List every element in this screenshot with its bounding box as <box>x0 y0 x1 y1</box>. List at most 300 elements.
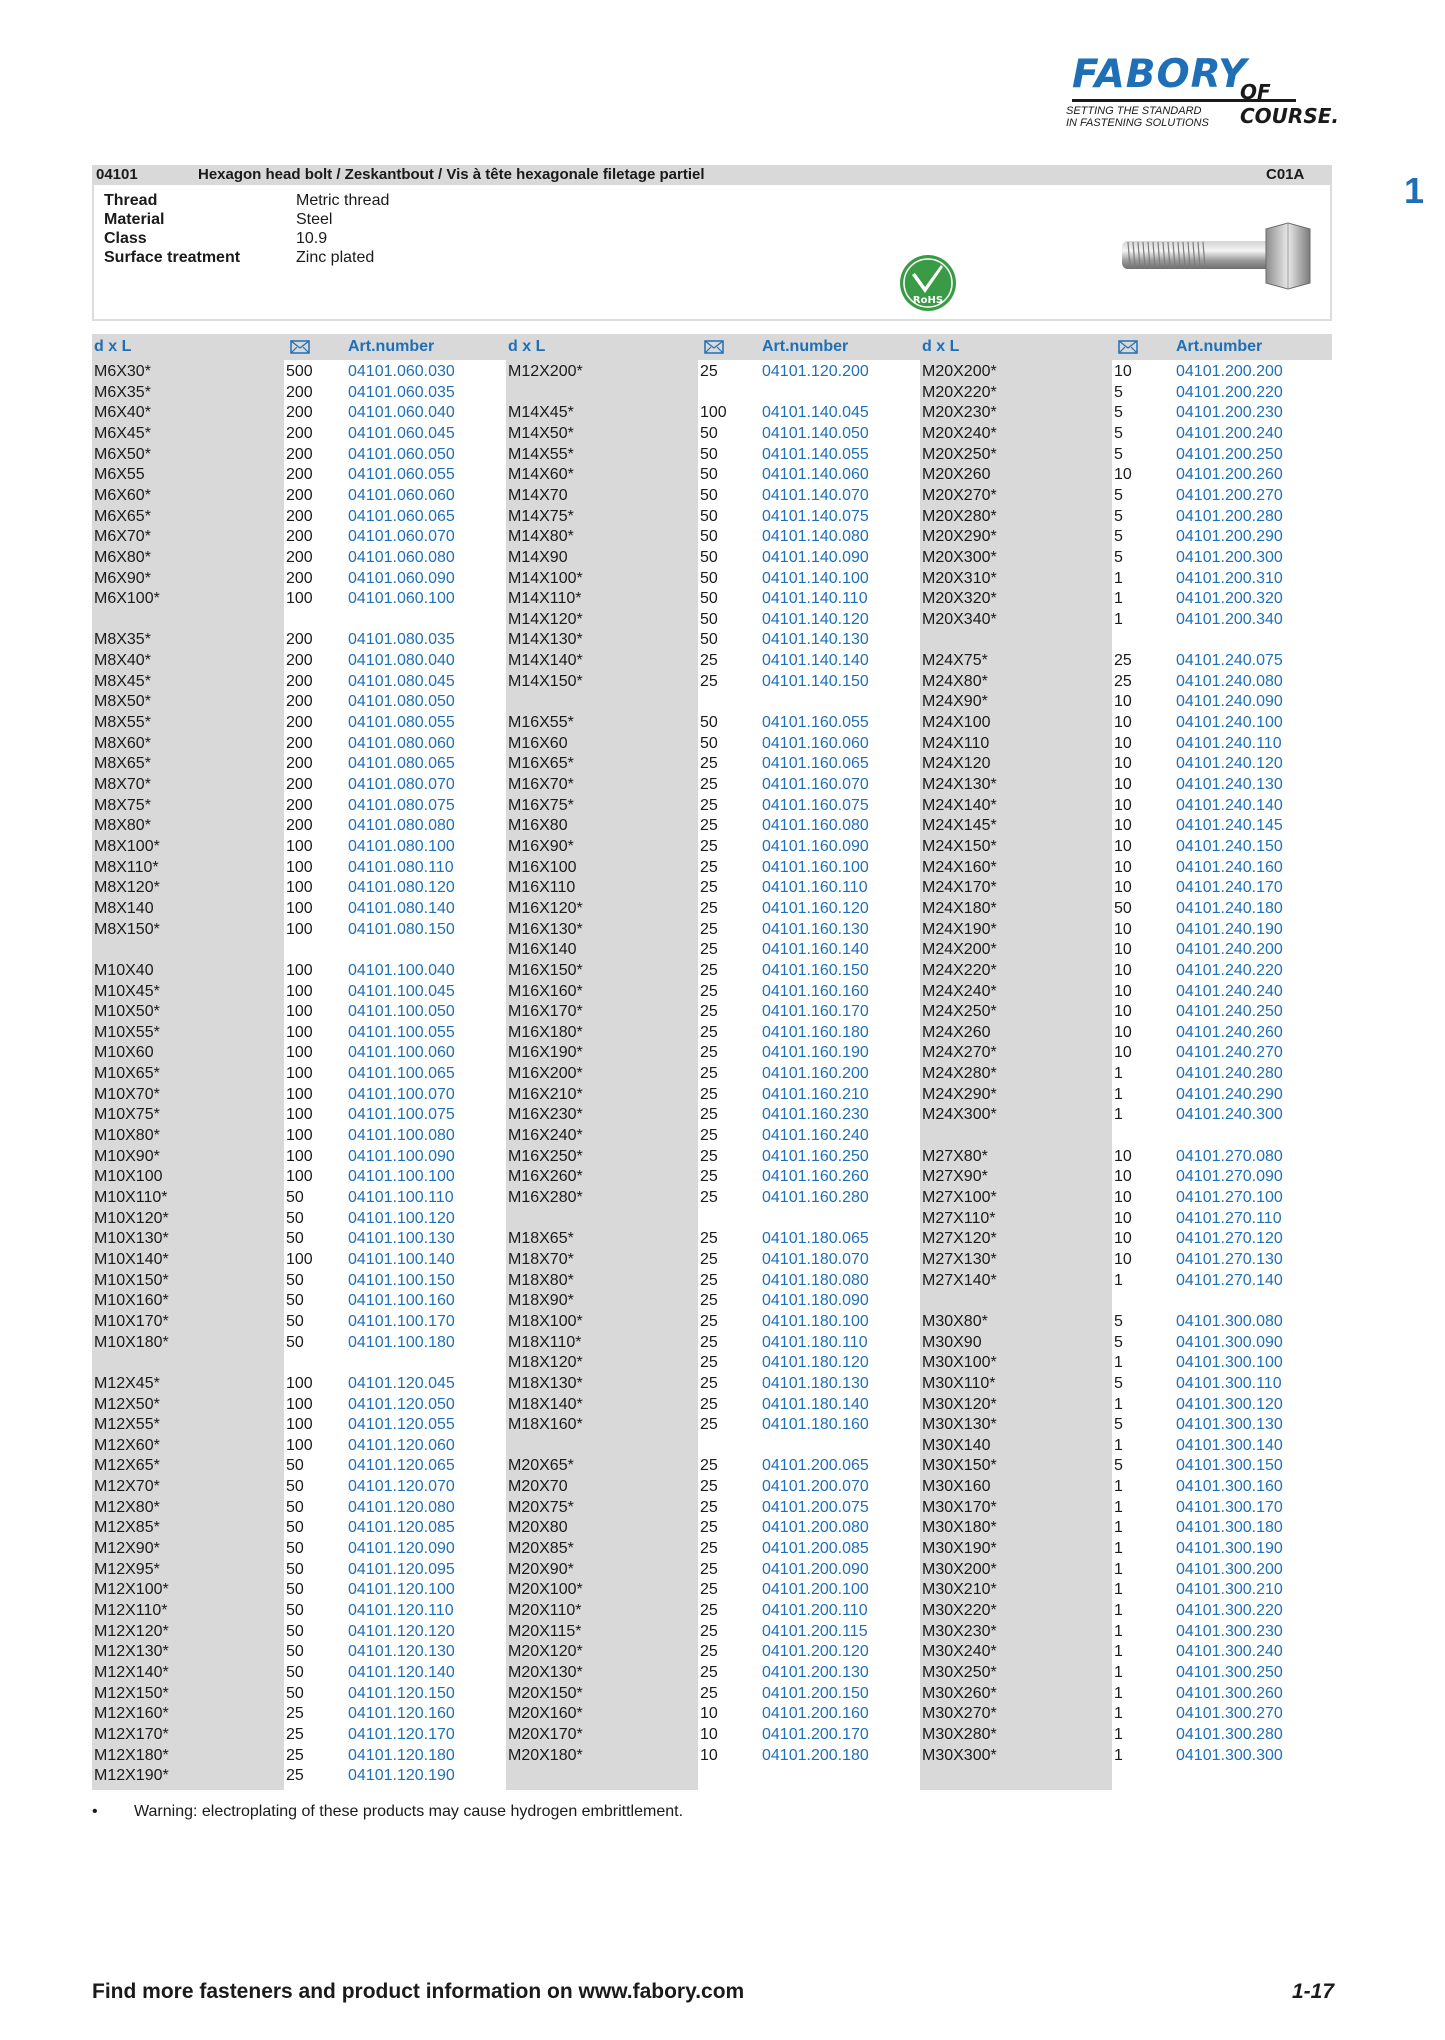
article-number: 04101.160.210 <box>762 1086 869 1103</box>
article-number: 04101.080.150 <box>348 921 455 938</box>
article-number: 04101.200.075 <box>762 1499 869 1516</box>
article-size: M16X80 <box>508 817 568 834</box>
article-size: M20X260 <box>922 466 991 483</box>
article-size: M12X110* <box>94 1602 168 1619</box>
pack-quantity: 50 <box>286 1602 304 1619</box>
article-size: M12X80* <box>94 1499 160 1516</box>
article-size: M14X130* <box>508 631 583 648</box>
article-size: M30X110* <box>922 1375 996 1392</box>
pack-quantity: 50 <box>700 549 718 566</box>
article-size: M12X95* <box>94 1561 160 1578</box>
article-size: M20X170* <box>508 1726 583 1743</box>
pack-quantity: 5 <box>1114 508 1123 525</box>
pack-quantity: 500 <box>286 363 313 380</box>
article-size: M30X100* <box>922 1354 997 1371</box>
pack-quantity: 25 <box>700 1230 718 1247</box>
article-size: M20X130* <box>508 1664 583 1681</box>
article-size: M16X55* <box>508 714 574 731</box>
article-size: M10X60 <box>94 1044 154 1061</box>
article-number: 04101.240.145 <box>1176 817 1283 834</box>
article-number: 04101.080.070 <box>348 776 455 793</box>
article-size: M10X80* <box>94 1127 160 1144</box>
pack-quantity: 100 <box>286 1251 313 1268</box>
article-number: 04101.180.120 <box>762 1354 869 1371</box>
article-number: 04101.160.110 <box>762 879 868 896</box>
article-number: 04101.300.200 <box>1176 1561 1283 1578</box>
header-dim: d x L <box>508 338 546 355</box>
pack-quantity: 50 <box>700 487 718 504</box>
pack-quantity: 50 <box>286 1478 304 1495</box>
envelope-icon <box>704 340 724 354</box>
article-number: 04101.300.260 <box>1176 1685 1283 1702</box>
pack-quantity: 1 <box>1114 1396 1123 1413</box>
article-number: 04101.200.250 <box>1176 446 1283 463</box>
article-number: 04101.200.260 <box>1176 466 1283 483</box>
article-number: 04101.160.130 <box>762 921 869 938</box>
article-number: 04101.120.140 <box>348 1664 455 1681</box>
pack-quantity: 10 <box>1114 838 1132 855</box>
pack-quantity: 10 <box>1114 466 1132 483</box>
article-number: 04101.100.070 <box>348 1086 455 1103</box>
article-size: M6X50* <box>94 446 151 463</box>
pack-quantity: 100 <box>286 1168 313 1185</box>
article-size: M6X40* <box>94 404 151 421</box>
pack-quantity: 100 <box>286 1127 313 1144</box>
article-number: 04101.160.250 <box>762 1148 869 1165</box>
pack-quantity: 50 <box>286 1561 304 1578</box>
article-number: 04101.120.100 <box>348 1581 455 1598</box>
pack-quantity: 200 <box>286 508 313 525</box>
article-size: M18X130* <box>508 1375 583 1392</box>
article-size: M14X100* <box>508 570 583 587</box>
article-number: 04101.100.130 <box>348 1230 455 1247</box>
pack-quantity: 10 <box>1114 859 1132 876</box>
pack-quantity: 100 <box>286 879 313 896</box>
article-number: 04101.200.110 <box>762 1602 868 1619</box>
article-size: M24X130* <box>922 776 997 793</box>
article-size: M16X170* <box>508 1003 583 1020</box>
pack-quantity: 25 <box>700 1148 718 1165</box>
article-size: M12X100* <box>94 1581 169 1598</box>
article-size: M6X65* <box>94 508 151 525</box>
article-size: M14X150* <box>508 673 583 690</box>
article-number: 04101.200.280 <box>1176 508 1283 525</box>
pack-quantity: 25 <box>700 1354 718 1371</box>
article-number: 04101.080.035 <box>348 631 455 648</box>
article-size: M30X130* <box>922 1416 997 1433</box>
article-size: M14X80* <box>508 528 574 545</box>
pack-quantity: 10 <box>1114 755 1132 772</box>
article-size: M16X260* <box>508 1168 583 1185</box>
article-size: M14X120* <box>508 611 583 628</box>
pack-quantity: 25 <box>700 755 718 772</box>
article-size: M12X130* <box>94 1643 169 1660</box>
article-size: M12X60* <box>94 1437 160 1454</box>
spec-labels <box>104 191 240 267</box>
article-size: M30X230* <box>922 1623 997 1640</box>
article-size: M20X250* <box>922 446 997 463</box>
article-size: M24X200* <box>922 941 997 958</box>
rohs-check-icon <box>898 253 958 313</box>
pack-quantity: 100 <box>286 1024 313 1041</box>
pack-quantity: 50 <box>700 425 718 442</box>
spec-label: Class <box>104 230 147 247</box>
article-number: 04101.100.065 <box>348 1065 455 1082</box>
hex-bolt-image <box>1116 221 1316 291</box>
pack-quantity: 1 <box>1114 1561 1123 1578</box>
article-number: 04101.100.180 <box>348 1334 455 1351</box>
spec-value: 10.9 <box>296 230 328 247</box>
article-size: M16X280* <box>508 1189 583 1206</box>
article-number: 04101.160.065 <box>762 755 869 772</box>
article-size: M16X90* <box>508 838 574 855</box>
article-number: 04101.160.180 <box>762 1024 869 1041</box>
pack-quantity: 25 <box>286 1767 304 1784</box>
pack-quantity: 25 <box>286 1726 304 1743</box>
pack-quantity: 25 <box>700 879 718 896</box>
article-size: M20X180* <box>508 1747 583 1764</box>
article-number: 04101.200.320 <box>1176 590 1283 607</box>
article-size: M14X110* <box>508 590 582 607</box>
article-number: 04101.100.170 <box>348 1313 455 1330</box>
article-number: 04101.300.270 <box>1176 1705 1283 1722</box>
pack-quantity: 100 <box>286 983 313 1000</box>
pack-quantity: 10 <box>1114 1168 1132 1185</box>
article-number: 04101.240.250 <box>1176 1003 1283 1020</box>
pack-quantity: 25 <box>1114 673 1132 690</box>
article-number: 04101.060.070 <box>348 528 455 545</box>
article-number: 04101.120.180 <box>348 1747 455 1764</box>
pack-quantity: 25 <box>700 1540 718 1557</box>
article-number: 04101.100.110 <box>348 1189 454 1206</box>
article-number: 04101.240.100 <box>1176 714 1283 731</box>
article-number: 04101.240.190 <box>1176 921 1283 938</box>
pack-quantity: 25 <box>700 1003 718 1020</box>
article-size: M12X140* <box>94 1664 169 1681</box>
article-size: M8X110* <box>94 859 159 876</box>
header-art: Art.number <box>762 338 849 355</box>
header-art: Art.number <box>1176 338 1263 355</box>
article-size: M24X290* <box>922 1086 997 1103</box>
pack-quantity: 50 <box>286 1230 304 1247</box>
article-size: M27X130* <box>922 1251 997 1268</box>
article-size: M18X120* <box>508 1354 583 1371</box>
article-number: 04101.300.220 <box>1176 1602 1283 1619</box>
article-number: 04101.120.045 <box>348 1375 455 1392</box>
pack-quantity: 50 <box>700 631 718 648</box>
article-number: 04101.140.070 <box>762 487 869 504</box>
article-size: M10X150* <box>94 1272 169 1289</box>
article-size: M20X270* <box>922 487 997 504</box>
article-size: M18X65* <box>508 1230 574 1247</box>
article-size: M20X230* <box>922 404 997 421</box>
header-dim: d x L <box>922 338 960 355</box>
article-size: M6X45* <box>94 425 151 442</box>
pack-quantity: 1 <box>1114 1602 1123 1619</box>
pack-quantity: 50 <box>700 735 718 752</box>
article-size: M16X100 <box>508 859 577 876</box>
pack-quantity: 1 <box>1114 1685 1123 1702</box>
article-number: 04101.240.240 <box>1176 983 1283 1000</box>
pack-quantity: 25 <box>700 797 718 814</box>
article-number: 04101.240.180 <box>1176 900 1283 917</box>
article-number: 04101.120.095 <box>348 1561 455 1578</box>
pack-quantity: 100 <box>286 1416 313 1433</box>
pack-quantity: 50 <box>286 1457 304 1474</box>
article-number: 04101.160.070 <box>762 776 869 793</box>
article-size: M10X40 <box>94 962 154 979</box>
article-number: 04101.300.280 <box>1176 1726 1283 1743</box>
pack-quantity: 1 <box>1114 1747 1123 1764</box>
article-size: M12X65* <box>94 1457 160 1474</box>
pack-quantity: 100 <box>286 1148 313 1165</box>
article-number: 04101.160.150 <box>762 962 869 979</box>
article-size: M12X120* <box>94 1623 169 1640</box>
article-size: M24X75* <box>922 652 988 669</box>
pack-quantity: 25 <box>700 1478 718 1495</box>
article-number: 04101.180.160 <box>762 1416 869 1433</box>
pack-quantity: 1 <box>1114 1643 1123 1660</box>
pack-quantity: 50 <box>286 1643 304 1660</box>
article-size: M30X120* <box>922 1396 997 1413</box>
article-number: 04101.240.130 <box>1176 776 1283 793</box>
article-number: 04101.140.075 <box>762 508 869 525</box>
article-number: 04101.080.120 <box>348 879 455 896</box>
product-code: 04101 <box>96 166 138 183</box>
logo-tagline-line2: IN FASTENING SOLUTIONS <box>1066 117 1209 129</box>
article-number: 04101.200.310 <box>1176 570 1283 587</box>
article-size: M10X45* <box>94 983 160 1000</box>
article-number: 04101.240.090 <box>1176 693 1283 710</box>
article-number: 04101.160.080 <box>762 817 869 834</box>
pack-quantity: 25 <box>700 1581 718 1598</box>
article-size: M6X90* <box>94 570 151 587</box>
article-size: M27X120* <box>922 1230 997 1247</box>
pack-quantity: 1 <box>1114 1540 1123 1557</box>
article-number: 04101.200.065 <box>762 1457 869 1474</box>
article-number: 04101.300.150 <box>1176 1457 1283 1474</box>
pack-quantity: 50 <box>286 1581 304 1598</box>
article-size: M8X40* <box>94 652 151 669</box>
article-number: 04101.140.140 <box>762 652 869 669</box>
pack-quantity: 10 <box>1114 714 1132 731</box>
pack-quantity: 50 <box>700 446 718 463</box>
article-size: M24X120 <box>922 755 991 772</box>
article-number: 04101.100.040 <box>348 962 455 979</box>
article-size: M30X80* <box>922 1313 988 1330</box>
article-size: M24X220* <box>922 962 997 979</box>
fabory-logo <box>1060 52 1350 132</box>
article-size: M30X200* <box>922 1561 997 1578</box>
article-size: M10X90* <box>94 1148 160 1165</box>
article-size: M8X45* <box>94 673 151 690</box>
pack-quantity: 1 <box>1114 1086 1123 1103</box>
article-number: 04101.060.030 <box>348 363 455 380</box>
article-number: 04101.080.100 <box>348 838 455 855</box>
article-number: 04101.160.170 <box>762 1003 869 1020</box>
article-size: M20X65* <box>508 1457 574 1474</box>
spec-label: Material <box>104 211 165 228</box>
article-number: 04101.240.280 <box>1176 1065 1283 1082</box>
article-size: M14X90 <box>508 549 568 566</box>
pack-quantity: 50 <box>700 611 718 628</box>
article-size: M24X250* <box>922 1003 997 1020</box>
pack-quantity: 5 <box>1114 404 1123 421</box>
pack-quantity: 10 <box>1114 921 1132 938</box>
article-number: 04101.180.090 <box>762 1292 869 1309</box>
spec-label: Surface treatment <box>104 249 241 266</box>
pack-quantity: 10 <box>1114 797 1132 814</box>
article-size: M10X100 <box>94 1168 163 1185</box>
article-size: M27X140* <box>922 1272 997 1289</box>
article-number: 04101.060.040 <box>348 404 455 421</box>
article-size: M16X65* <box>508 755 574 772</box>
article-size: M8X65* <box>94 755 151 772</box>
pack-quantity: 1 <box>1114 611 1123 628</box>
pack-quantity: 25 <box>700 1024 718 1041</box>
pack-quantity: 50 <box>286 1623 304 1640</box>
article-size: M12X85* <box>94 1519 160 1536</box>
pack-quantity: 100 <box>286 838 313 855</box>
article-number: 04101.300.180 <box>1176 1519 1283 1536</box>
pack-quantity: 1 <box>1114 1499 1123 1516</box>
pack-quantity: 25 <box>700 1643 718 1660</box>
pack-quantity: 200 <box>286 776 313 793</box>
article-number: 04101.100.100 <box>348 1168 455 1185</box>
article-number: 04101.100.150 <box>348 1272 455 1289</box>
article-number: 04101.120.060 <box>348 1437 455 1454</box>
article-size: M12X50* <box>94 1396 160 1413</box>
article-number: 04101.180.100 <box>762 1313 869 1330</box>
article-size: M14X75* <box>508 508 574 525</box>
article-number: 04101.200.180 <box>762 1747 869 1764</box>
pack-quantity: 5 <box>1114 528 1123 545</box>
article-number: 04101.240.080 <box>1176 673 1283 690</box>
article-number: 04101.060.060 <box>348 487 455 504</box>
article-size: M18X110* <box>508 1334 582 1351</box>
article-size: M30X220* <box>922 1602 997 1619</box>
article-number: 04101.200.090 <box>762 1561 869 1578</box>
article-size: M20X150* <box>508 1685 583 1702</box>
pack-quantity: 10 <box>700 1747 718 1764</box>
article-number: 04101.140.080 <box>762 528 869 545</box>
pack-quantity: 25 <box>700 1664 718 1681</box>
article-number: 04101.060.050 <box>348 446 455 463</box>
article-number: 04101.200.100 <box>762 1581 869 1598</box>
article-number: 04101.160.260 <box>762 1168 869 1185</box>
article-size: M24X280* <box>922 1065 997 1082</box>
pack-quantity: 25 <box>700 1127 718 1144</box>
header-art: Art.number <box>348 338 435 355</box>
warning-bullet: • <box>92 1803 98 1820</box>
article-size: M14X50* <box>508 425 574 442</box>
pack-quantity: 25 <box>700 1561 718 1578</box>
article-size: M6X70* <box>94 528 151 545</box>
article-number: 04101.270.110 <box>1176 1210 1282 1227</box>
pack-quantity: 1 <box>1114 1065 1123 1082</box>
article-number: 04101.300.240 <box>1176 1643 1283 1660</box>
article-size: M20X85* <box>508 1540 574 1557</box>
article-number: 04101.240.260 <box>1176 1024 1283 1041</box>
article-number: 04101.160.055 <box>762 714 869 731</box>
article-size: M16X150* <box>508 962 583 979</box>
pack-quantity: 50 <box>1114 900 1132 917</box>
article-number: 04101.240.120 <box>1176 755 1283 772</box>
pack-quantity: 100 <box>286 1106 313 1123</box>
article-size: M16X180* <box>508 1024 583 1041</box>
article-size: M8X35* <box>94 631 151 648</box>
article-number: 04101.080.040 <box>348 652 455 669</box>
pack-quantity: 200 <box>286 735 313 752</box>
article-size: M14X55* <box>508 446 574 463</box>
pack-quantity: 25 <box>700 1602 718 1619</box>
article-number: 04101.180.080 <box>762 1272 869 1289</box>
article-size: M14X70 <box>508 487 568 504</box>
rohs-label: RoHS <box>912 295 944 306</box>
article-size: M30X190* <box>922 1540 997 1557</box>
article-number: 04101.120.090 <box>348 1540 455 1557</box>
drawing-code: C01A <box>1266 166 1305 183</box>
pack-quantity: 100 <box>286 1003 313 1020</box>
article-number: 04101.240.140 <box>1176 797 1283 814</box>
pack-quantity: 25 <box>700 1623 718 1640</box>
pack-quantity: 50 <box>700 508 718 525</box>
article-number: 04101.080.055 <box>348 714 455 731</box>
article-size: M10X75* <box>94 1106 160 1123</box>
article-number: 04101.120.065 <box>348 1457 455 1474</box>
pack-quantity: 50 <box>700 528 718 545</box>
pack-quantity: 10 <box>1114 1210 1132 1227</box>
article-number: 04101.120.120 <box>348 1623 455 1640</box>
article-size: M24X110 <box>922 735 990 752</box>
article-number: 04101.300.190 <box>1176 1540 1283 1557</box>
pack-quantity: 5 <box>1114 487 1123 504</box>
article-size: M6X55 <box>94 466 145 483</box>
article-number: 04101.160.230 <box>762 1106 869 1123</box>
article-size: M24X270* <box>922 1044 997 1061</box>
article-number: 04101.060.080 <box>348 549 455 566</box>
article-number: 04101.140.150 <box>762 673 869 690</box>
article-size: M14X45* <box>508 404 574 421</box>
article-number: 04101.160.060 <box>762 735 869 752</box>
spec-label: Thread <box>104 192 158 209</box>
article-number: 04101.300.080 <box>1176 1313 1283 1330</box>
pack-quantity: 5 <box>1114 1313 1123 1330</box>
article-size: M24X170* <box>922 879 997 896</box>
pack-quantity: 25 <box>700 941 718 958</box>
pack-quantity: 200 <box>286 797 313 814</box>
pack-quantity: 25 <box>700 1499 718 1516</box>
article-number: 04101.240.075 <box>1176 652 1283 669</box>
pack-quantity: 10 <box>1114 1003 1132 1020</box>
pack-quantity: 50 <box>286 1499 304 1516</box>
article-number: 04101.300.110 <box>1176 1375 1282 1392</box>
article-size: M10X160* <box>94 1292 169 1309</box>
article-number: 04101.200.070 <box>762 1478 869 1495</box>
pack-quantity: 10 <box>1114 735 1132 752</box>
pack-quantity: 25 <box>700 1519 718 1536</box>
article-size: M18X80* <box>508 1272 574 1289</box>
article-size: M20X80 <box>508 1519 568 1536</box>
pack-quantity: 25 <box>700 1044 718 1061</box>
article-number: 04101.200.240 <box>1176 425 1283 442</box>
product-title: Hexagon head bolt / Zeskantbout / Vis à tête hexagonale filetage partiel <box>198 166 705 183</box>
pack-quantity: 1 <box>1114 1726 1123 1743</box>
article-number: 04101.080.075 <box>348 797 455 814</box>
article-number: 04101.240.170 <box>1176 879 1283 896</box>
article-size: M30X160 <box>922 1478 991 1495</box>
pack-quantity: 5 <box>1114 1457 1123 1474</box>
